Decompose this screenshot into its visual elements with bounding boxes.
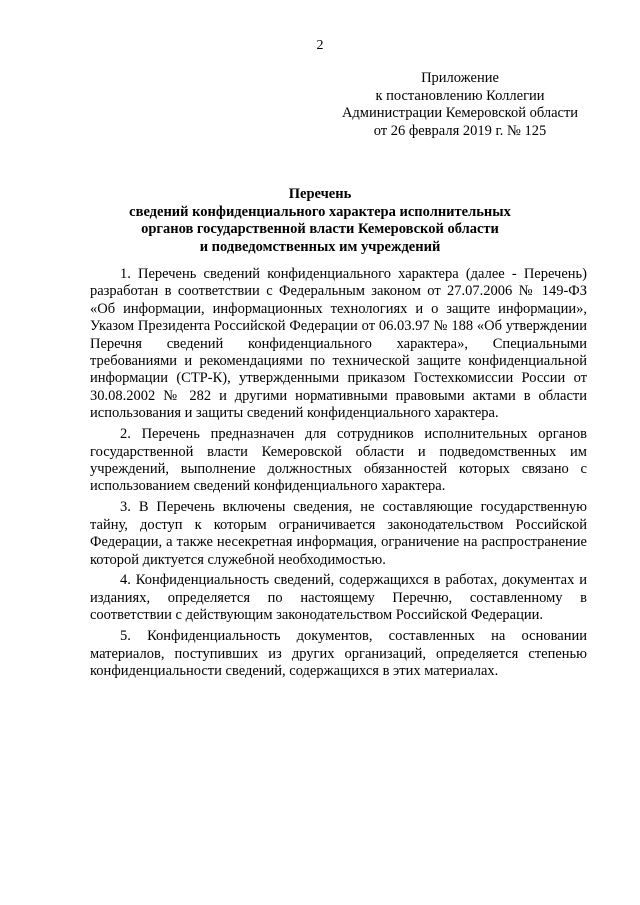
paragraph-1: 1. Перечень сведений конфиденциального характера (далее - Перечень) разработан в соответствии с Федеральным законом от 27.07.2006 № 149-ФЗ «Об информации, информационных технологиях и о защите информации», Указом Президента Российской Федерации от 06.03.97 № 188 «Об утверждении Перечня сведений конфиденциального характера», Специальными требованиями и рекомендациями по технической защите конфиденциальной информации (СТР-К), утвержденными приказом Гостехкомиссии России от 30.08.2002 № 282 и другими нормативными правовыми актами в области использования и защиты сведений конфиденциального характера. [90,266,587,422]
appendix-header [300,70,620,140]
document-body [90,266,587,684]
paragraph-5: 5. Конфиденциальность документов, составленных на основании материалов, поступивших из других организаций, определяется степенью конфиденциальности сведений, содержащихся в этих материалах. [90,628,587,679]
appendix-date-line: от 26 февраля 2019 г. № 125 [373,122,547,139]
paragraph-2: 2. Перечень предназначен для сотрудников исполнительных органов государственной власти Кемеровской области и подведомственных им учреждений, выполнение должностных обязанностей которых связано с использованием сведений конфиденциального характера. [90,426,587,495]
title-line-2: сведений конфиденциального характера исполнительных [129,203,511,220]
appendix-resolution-line: к постановлению Коллегии [375,87,545,104]
appendix-label: Приложение [421,70,499,86]
paragraph-4: 4. Конфиденциальность сведений, содержащихся в работах, документах и изданиях, определяется по настоящему Перечню, составленному в соответствии с действующим законодательством Российской Федерации. [90,572,587,624]
title-line-4: и подведомственных им учреждений [199,238,441,255]
appendix-authority-line: Администрации Кемеровской области [341,105,579,121]
paragraph-3: 3. В Перечень включены сведения, не составляющие государственную тайну, доступ к которым ограничивается законодательством Российской Федерации, а также несекретная информация, ограничение на распространение которой диктуется служебной необходимостью. [90,499,587,568]
document-title [110,186,530,256]
title-line-3: органов государственной власти Кемеровской области [141,221,499,237]
page-number: 2 [316,38,324,53]
title-line-1: Перечень [288,186,352,202]
